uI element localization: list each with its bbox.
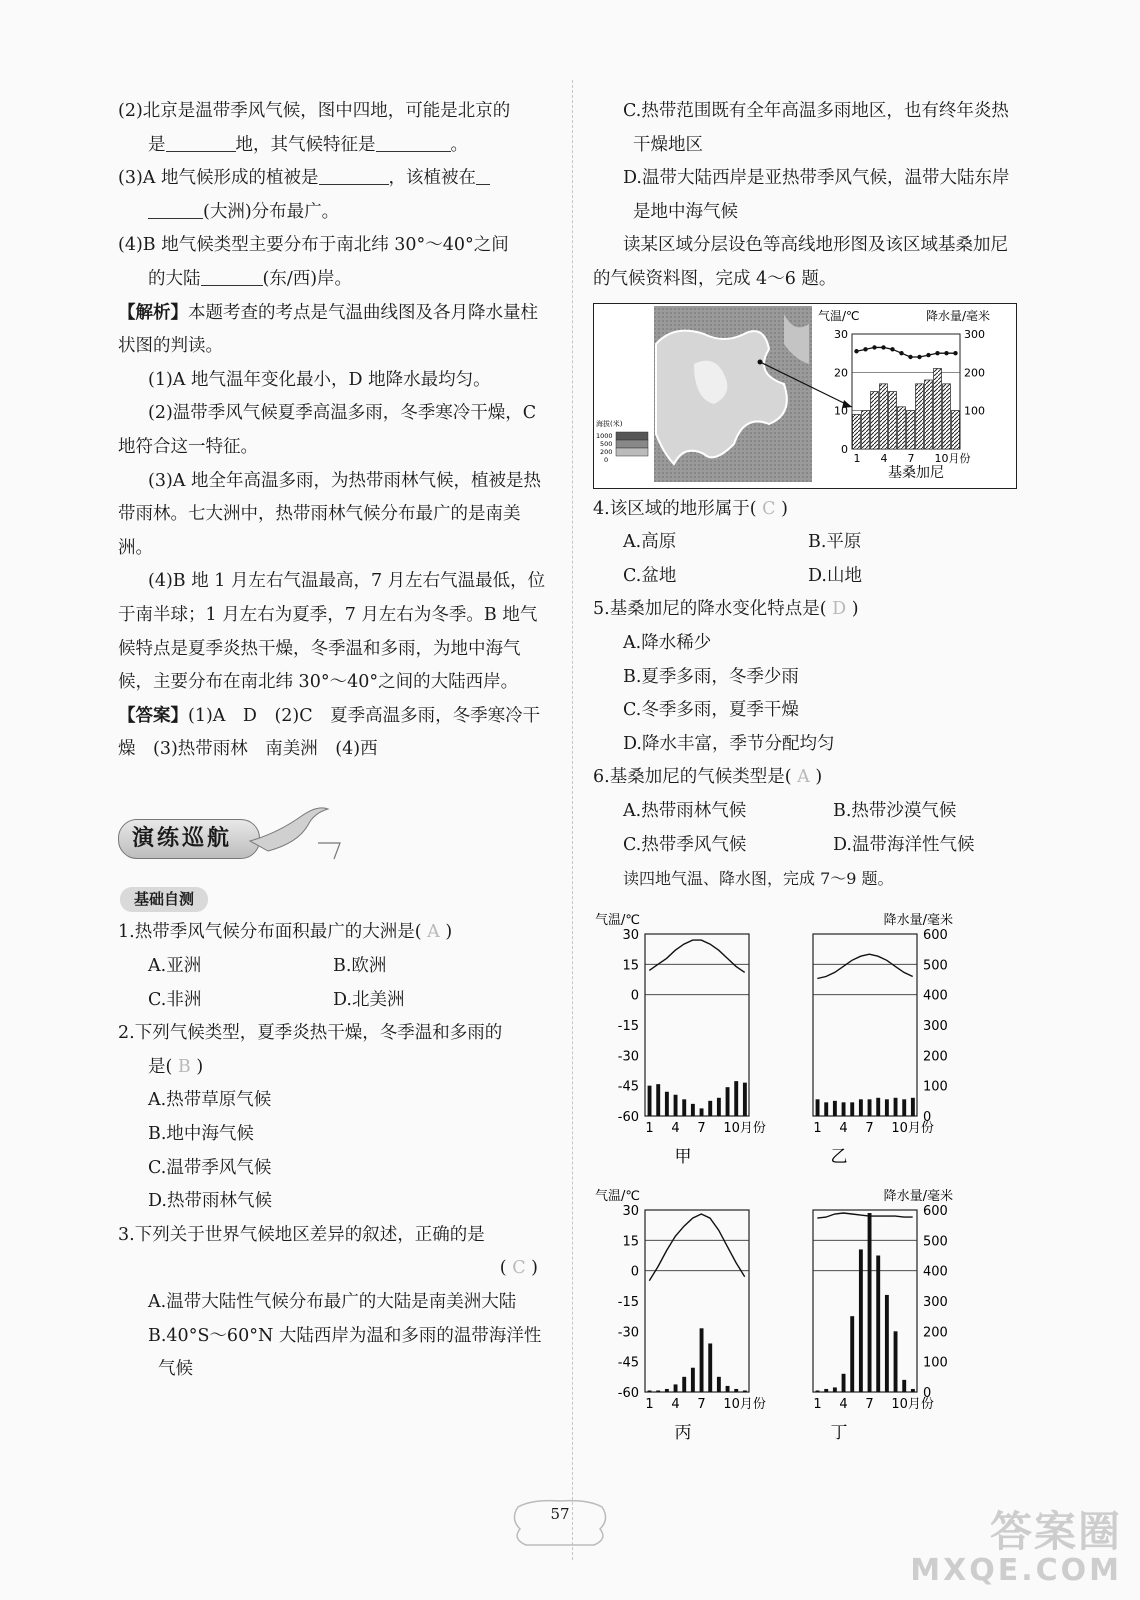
plot-frame [645, 1210, 749, 1392]
plot-frame [813, 1210, 917, 1392]
left-tick-label: 20 [834, 365, 848, 379]
temperature-line [817, 954, 912, 978]
answer: 【答案】(1)A D (2)C 夏季高温多雨，冬季寒冷干燥 (3)热带雨林 南美洲 (4)西 [118, 705, 541, 760]
intro-7-9: 读四地气温、降水图，完成 7～9 题。 [623, 869, 894, 889]
right-column: C.热带范围既有全年高温多雨地区，也有终年炎热干燥地区 D.温带大陆西岸是亚热带季风气候，温带大陆东岸是地中海气候 读某区域分层设色等高线地形图及该区域基桑加尼的气候资料图，完成 4～6 题。 海拔(米) 1000 500 200 0 气温/℃ 降水量/毫米 30 20 10 0 300 200 100 1 4 7 10月份 基桑加尼 4.该区域的地形属于( C ) A.高原 B.平原 C.盆地 D.山地 5.基桑加尼的降水变化特点是( D ) A.降水稀少 B.夏季多雨，冬季少雨 C.冬季多雨，夏季干燥 D.降水丰富，季节分配均匀 6.基桑加尼的气候类型是( A ) A.热带雨林气候 B.热带沙漠气候 C.热带季风气候 D.温带海洋性气候 读四地气温、降水图，完成 7～9 题。 气温/℃ 30 15 0 -15 -30 -45 -60 1 4 7 10月份 甲 降水量/毫米 600 500 400 300 200 100 0 1 4 7 10月份 乙 气温/℃ 30 15 0 -15 -30 -45 -60 1 4 7 10月份 丙 降水量/毫米 600 500 400 300 200 100 0 1 4 7 10月份 丁 [593, 95, 1023, 1440]
climate-chart-甲 [595, 913, 766, 1167]
precip-bar [833, 1387, 837, 1392]
x-tick-label: 1 [813, 1120, 822, 1136]
precip-bar [734, 1081, 738, 1116]
precip-bar [862, 410, 870, 448]
precip-bar [894, 1097, 898, 1115]
left-tick-label: 30 [834, 327, 848, 341]
intro-4-6: 读某区域分层设色等高线地形图及该区域基桑加尼的气候资料图，完成 4～6 题。 [593, 235, 1008, 289]
x-tick-label: 10月份 [891, 1120, 934, 1136]
climate-chart-丙 [595, 1189, 766, 1440]
precip-bar [871, 391, 879, 449]
x-tick-label: 1 [645, 1120, 654, 1136]
precip-bar [708, 1343, 712, 1392]
precip-bar [726, 1386, 730, 1392]
svg-text:0: 0 [604, 455, 609, 464]
temperature-point [917, 354, 921, 358]
right-tick-label: 200 [964, 365, 985, 379]
chart-title: 基桑加尼 [888, 464, 944, 481]
precip-bar [726, 1087, 730, 1116]
temperature-point [953, 351, 957, 355]
banner-swoosh-icon [248, 803, 343, 863]
banner-title: 演练巡航 [132, 824, 233, 851]
analysis-p4: (4)B 地 1 月左右气温最高，7 月左右气温最低，位于南半球；1 月左右为夏季，7 月左右为冬季。B 地气候特点是夏季炎热干燥，冬季温和多雨，为地中海气候，主要分布在南北纬 30°～40°之间的大陆西岸。 [118, 571, 546, 693]
x-tick-label: 7 [697, 1120, 706, 1136]
question-3: 3.下列关于世界气候地区差异的叙述，正确的是 [118, 1224, 485, 1245]
precip-bar [743, 1082, 747, 1115]
left-tick-label: 10 [834, 404, 848, 418]
climate-chart-乙 [813, 912, 953, 1167]
precip-bar [717, 1377, 721, 1392]
left-tick-label: 15 [622, 958, 639, 974]
precip-bar [648, 1085, 652, 1115]
precip-bar [824, 1389, 828, 1392]
svg-text:1000: 1000 [596, 431, 613, 440]
y-axis-label-left: 气温/℃ [595, 1188, 640, 1204]
precip-bar [656, 1390, 660, 1392]
q2-text: (2)北京是温带季风气候，图中四地，可能是北京的 [118, 101, 511, 121]
page-number: 57 [550, 1505, 570, 1523]
left-tick-label: -15 [617, 1294, 639, 1310]
y-axis-label-left: 气温/℃ [595, 912, 640, 928]
x-tick-label: 7 [865, 1120, 874, 1136]
precip-bar [665, 1389, 669, 1392]
precip-bar [880, 383, 888, 448]
precip-bar [859, 1249, 863, 1392]
four-climate-charts [593, 900, 1013, 1440]
temperature-point [872, 345, 876, 349]
precip-bar [743, 1390, 747, 1392]
right-tick-label: 0 [923, 1109, 932, 1125]
q4-text: (4)B 地气候类型主要分布于南北纬 30°～40°之间 [118, 235, 509, 256]
question-1: 1.热带季风气候分布面积最广的大洲是( A ) [118, 922, 453, 943]
x-tick-label: 4 [671, 1396, 680, 1412]
precip-bar [916, 383, 924, 448]
precip-bar [850, 1102, 854, 1116]
temperature-point [881, 345, 885, 349]
section-label: 基础自测 [120, 887, 208, 912]
temperature-line [649, 940, 744, 972]
precip-bar [700, 1328, 704, 1392]
precip-bar [691, 1367, 695, 1391]
precip-bar [674, 1384, 678, 1392]
precip-bar [934, 368, 942, 449]
right-tick-label: 500 [923, 1234, 948, 1250]
right-tick-label: 200 [923, 1049, 948, 1065]
precip-bar [876, 1097, 880, 1115]
plot-frame [645, 934, 749, 1116]
x-tick-label: 4 [839, 1396, 848, 1412]
precip-bar [859, 1099, 863, 1116]
x-tick-label: 10月份 [723, 1120, 766, 1136]
x-tick-label: 7 [907, 451, 915, 465]
precip-bar [824, 1102, 828, 1116]
column-divider [572, 80, 573, 1560]
q3-text: (3)A 地气候形成的植被是 ，该植被在 [118, 162, 550, 196]
precip-bar [907, 410, 915, 448]
x-tick-label: 10月份 [934, 451, 971, 465]
section-banner [118, 803, 550, 875]
right-tick-label: 100 [923, 1355, 948, 1371]
y-axis-label-right: 降水量/毫米 [883, 912, 953, 928]
precip-bar [876, 1255, 880, 1392]
precip-bar [816, 1099, 820, 1116]
precip-bar [885, 1295, 889, 1392]
left-tick-label: -30 [617, 1325, 639, 1341]
left-tick-label: 0 [630, 988, 639, 1004]
precip-bar [682, 1099, 686, 1116]
right-tick-label: 0 [923, 1385, 932, 1401]
left-tick-label: 15 [622, 1234, 639, 1250]
left-tick-label: -30 [617, 1049, 639, 1065]
precip-bar [952, 410, 960, 448]
question-4: 4.该区域的地形属于( C ) [593, 498, 788, 519]
right-tick-label: 500 [923, 958, 948, 974]
left-tick-label: 30 [622, 927, 639, 943]
watermark: 答案圈 MXQE.COM [910, 1507, 1122, 1588]
temperature-point [908, 354, 912, 358]
precip-bar [833, 1101, 837, 1116]
y-axis-label-left: 气温/℃ [818, 308, 860, 323]
precip-bar [868, 1213, 872, 1392]
x-tick-label: 1 [645, 1396, 654, 1412]
right-tick-label: 600 [923, 1203, 948, 1219]
precip-bar [691, 1104, 695, 1116]
right-tick-label: 400 [923, 1264, 948, 1280]
precip-bar [943, 383, 951, 448]
precip-bar [682, 1377, 686, 1392]
temperature-point [935, 351, 939, 355]
precip-bar [717, 1097, 721, 1115]
x-tick-label: 1 [813, 1396, 822, 1412]
right-tick-label: 300 [923, 1294, 948, 1310]
precip-bar [925, 380, 933, 449]
right-tick-label: 600 [923, 927, 948, 943]
chart-title: 乙 [830, 1146, 848, 1167]
chart-title: 丙 [674, 1422, 692, 1440]
precip-bar [734, 1389, 738, 1392]
left-column: (2)北京是温带季风气候，图中四地，可能是北京的 是 地，其气候特征是 。 (3)A 地气候形成的植被是 ，该植被在 (大洲)分布最广。 (4)B 地气候类型主要分布于南北纬 30°～40°之间 的大陆 (东/西)岸。 【解析】本题考查的考点是气温曲线图及各月降水量柱状图的判读。 (1)A 地气温年变化最小，D 地降水最均匀。 (2)温带季风气候夏季高温多雨，冬季寒冷干燥，C 地符合这一特征。 (3)A 地全年高温多雨，为热带雨林气候，植被是热带雨林。七大洲中，热带雨林气候分布最广的是南美洲。 (4)B 地 1 月左右气温最高，7 月左右气温最低，位于南半球；1 月左右为夏季，7 月左右为冬季。B 地气候特点是夏季炎热干燥，冬季温和多雨，为地中海气候，主要分布在南北纬 30°～40°之间的大陆西岸。 【答案】(1)A D (2)C 夏季高温多雨，冬季寒冷干燥 (3)热带雨林 南美洲 (4)西 演练巡航 基础自测 1.热带季风气候分布面积最广的大洲是( A ) A.亚洲 B.欧洲 C.非洲 D.北美洲 2.下列气候类型，夏季炎热干燥，冬季温和多雨的 是( B ) A.热带草原气候 B.地中海气候 C.温带季风气候 D.热带雨林气候 3.下列关于世界气候地区差异的叙述，正确的是 ( C ) A.温带大陆性气候分布最广的大陆是南美洲大陆 B.40°S～60°N 大陆西岸为温和多雨的温带海洋性气候 [118, 95, 550, 1387]
left-tick-label: -45 [617, 1355, 639, 1371]
temperature-point [863, 347, 867, 351]
left-tick-label: 0 [630, 1264, 639, 1280]
x-tick-label: 10月份 [723, 1396, 766, 1412]
plot-frame [813, 934, 917, 1116]
chart-title: 丁 [830, 1422, 848, 1440]
precip-bar [911, 1389, 915, 1392]
kisangani-climate-chart [814, 304, 1014, 488]
temperature-point [899, 351, 903, 355]
left-tick-label: -45 [617, 1079, 639, 1095]
precip-bar [850, 1316, 854, 1392]
right-tick-label: 200 [923, 1325, 948, 1341]
temperature-point [944, 351, 948, 355]
left-tick-label: 30 [622, 1203, 639, 1219]
precip-bar [898, 406, 906, 448]
precip-bar [911, 1097, 915, 1115]
precip-bar [842, 1373, 846, 1391]
precip-bar [700, 1108, 704, 1116]
precip-bar [868, 1099, 872, 1116]
question-2: 2.下列气候类型，夏季炎热干燥，冬季温和多雨的 [118, 1023, 503, 1044]
y-axis-label-right: 降水量/毫米 [883, 1188, 953, 1204]
x-tick-label: 1 [853, 451, 861, 465]
precip-bar [902, 1380, 906, 1392]
left-tick-label: -15 [617, 1018, 639, 1034]
analysis-p1: (1)A 地气温年变化最小，D 地降水最均匀。 [148, 369, 491, 390]
precip-bar [894, 1331, 898, 1392]
x-tick-label: 10月份 [891, 1396, 934, 1412]
left-tick-label: -60 [617, 1385, 639, 1401]
right-tick-label: 400 [923, 988, 948, 1004]
page-number-ornament-icon [508, 1495, 612, 1555]
x-tick-label: 4 [880, 451, 888, 465]
temperature-point [926, 352, 930, 356]
x-tick-label: 7 [865, 1396, 874, 1412]
precip-bar [842, 1102, 846, 1116]
svg-text:500: 500 [600, 439, 613, 448]
precip-bar [816, 1390, 820, 1392]
analysis: 【解析】本题考查的考点是气温曲线图及各月降水量柱状图的判读。 [118, 302, 538, 357]
precip-bar [885, 1099, 889, 1116]
precip-bar [648, 1390, 652, 1392]
x-tick-label: 4 [839, 1120, 848, 1136]
precip-bar [665, 1091, 669, 1115]
legend-title: 海拔(米) [596, 419, 623, 428]
left-tick-label: 0 [841, 442, 848, 456]
map-and-climate-figure [593, 303, 1017, 489]
x-tick-label: 4 [671, 1120, 680, 1136]
precip-bar [889, 391, 897, 449]
precip-bar [708, 1101, 712, 1116]
temperature-line [857, 347, 956, 357]
temperature-line [817, 1213, 912, 1218]
svg-text:200: 200 [600, 447, 613, 456]
temperature-point [890, 347, 894, 351]
precip-bar [674, 1094, 678, 1115]
climate-chart-丁 [813, 1188, 953, 1440]
right-tick-label: 300 [964, 327, 985, 341]
question-6: 6.基桑加尼的气候类型是( A ) [593, 767, 823, 788]
chart-title: 甲 [674, 1146, 692, 1167]
temperature-point [854, 349, 858, 353]
right-tick-label: 100 [923, 1079, 948, 1095]
question-5: 5.基桑加尼的降水变化特点是( D ) [593, 599, 859, 620]
left-tick-label: -60 [617, 1109, 639, 1125]
precip-bar [656, 1084, 660, 1116]
precip-bar [853, 414, 861, 449]
analysis-p2: (2)温带季风气候夏季高温多雨，冬季寒冷干燥，C 地符合这一特征。 [118, 403, 542, 457]
precip-bar [902, 1099, 906, 1116]
x-tick-label: 7 [697, 1396, 706, 1412]
right-tick-label: 300 [923, 1018, 948, 1034]
right-tick-label: 100 [964, 404, 985, 418]
y-axis-label-right: 降水量/毫米 [926, 308, 991, 323]
analysis-p3: (3)A 地全年高温多雨，为热带雨林气候，植被是热带雨林。七大洲中，热带雨林气候分布最广的是南美洲。 [118, 470, 541, 558]
